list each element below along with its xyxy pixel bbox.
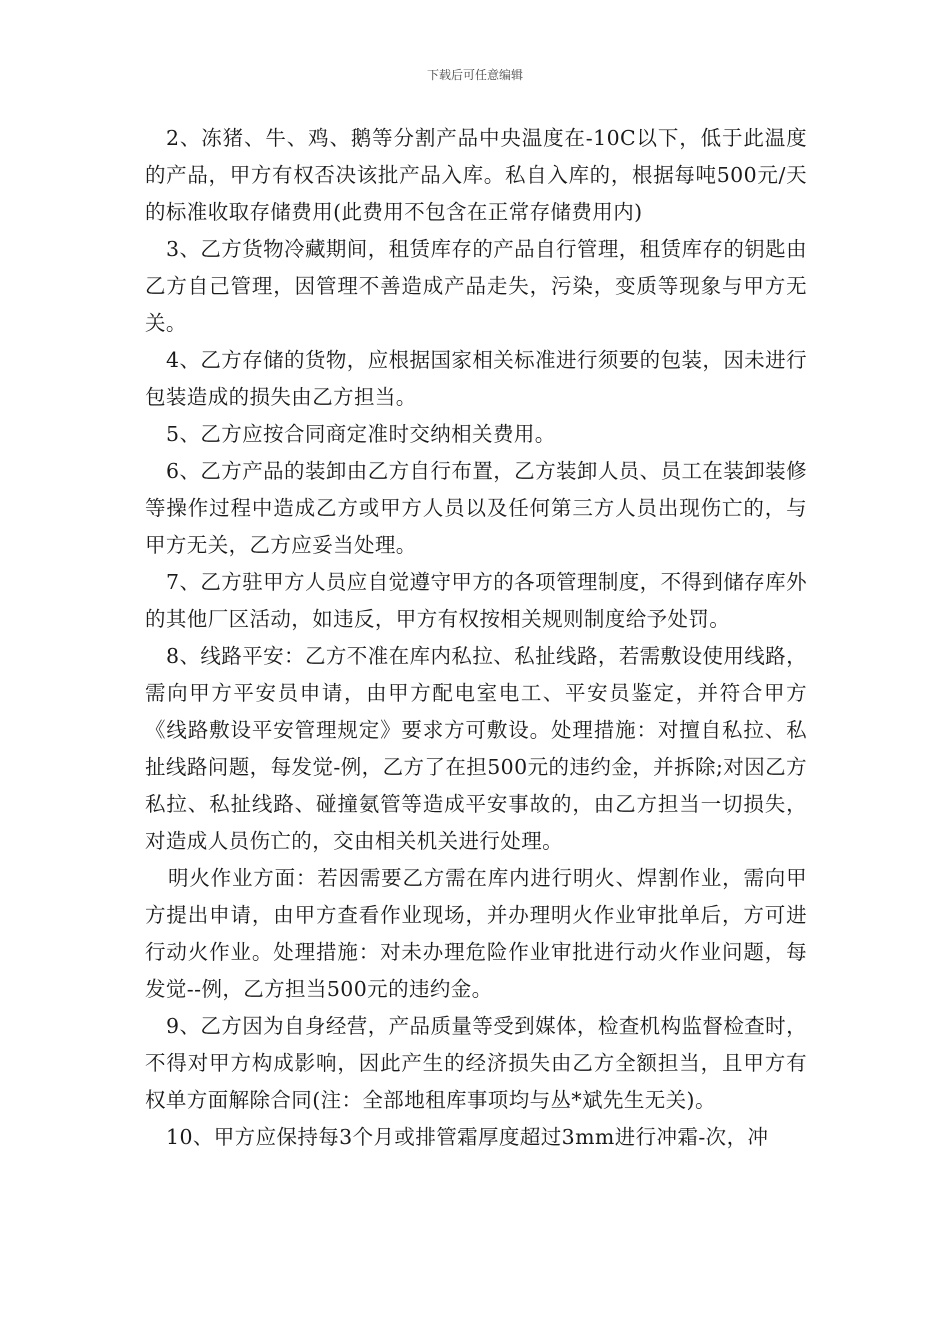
paragraph-clause-3: 3、乙方货物冷藏期间，租赁库存的产品自行管理，租赁库存的钥匙由乙方自己管理，因管理不善造成产品走失，污染，变质等现象与甲方无关。 — [145, 237, 807, 335]
paragraph-clause-5: 5、乙方应按合同商定准时交纳相关费用。 — [166, 422, 556, 446]
paragraph-fire-work: 明火作业方面：若因需要乙方需在库内进行明火、焊割作业，需向甲方提出申请，由甲方查看作业现场，并办理明火作业审批单后，方可进行动火作业。处理措施：对未办理危险作业审批进行动火作业问题，每发觉--例，乙方担当500元的违约金。 — [145, 866, 807, 1001]
paragraph-clause-7: 7、乙方驻甲方人员应自觉遵守甲方的各项管理制度，不得到储存库外的其他厂区活动，如违反，甲方有权按相关规则制度给予处罚。 — [145, 570, 807, 631]
paragraph-clause-2: 2、冻猪、牛、鸡、鹅等分割产品中央温度在-10C以下，低于此温度的产品，甲方有权否决该批产品入库。私自入库的，根据每吨500元/天的标准收取存储费用(此费用不包含在正常存储费用内) — [145, 126, 807, 224]
paragraph-clause-6: 6、乙方产品的装卸由乙方自行布置，乙方装卸人员、员工在装卸装修等操作过程中造成乙方或甲方人员以及任何第三方人员出现伤亡的，与甲方无关，乙方应妥当处理。 — [145, 459, 807, 557]
paragraph-clause-8: 8、线路平安：乙方不准在库内私拉、私扯线路，若需敷设使用线路，需向甲方平安员申请，由甲方配电室电工、平安员鉴定，并符合甲方《线路敷设平安管理规定》要求方可敷设。处理措施：对擅自私拉、私扯线路问题，每发觉-例，乙方了在担500元的违约金，并拆除;对因乙方私拉、私扯线路、碰撞氨管等造成平安事故的，由乙方担当一切损失，对造成人员伤亡的，交由相关机关进行处理。 — [145, 644, 807, 853]
document-body — [145, 120, 807, 1156]
paragraph-clause-9: 9、乙方因为自身经营，产品质量等受到媒体，检查机构监督检查时，不得对甲方构成影响，因此产生的经济损失由乙方全额担当，且甲方有权单方面解除合同(注：全部地租库事项均与丛*斌先生无关)。 — [145, 1014, 807, 1112]
page-header: 下载后可任意编辑 — [426, 68, 523, 82]
paragraph-clause-4: 4、乙方存储的货物，应根据国家相关标准进行须要的包装，因未进行包装造成的损失由乙方担当。 — [145, 348, 807, 409]
paragraph-clause-10: 10、甲方应保持每3个月或排管霜厚度超过3mm进行冲霜-次，冲 — [166, 1125, 769, 1149]
